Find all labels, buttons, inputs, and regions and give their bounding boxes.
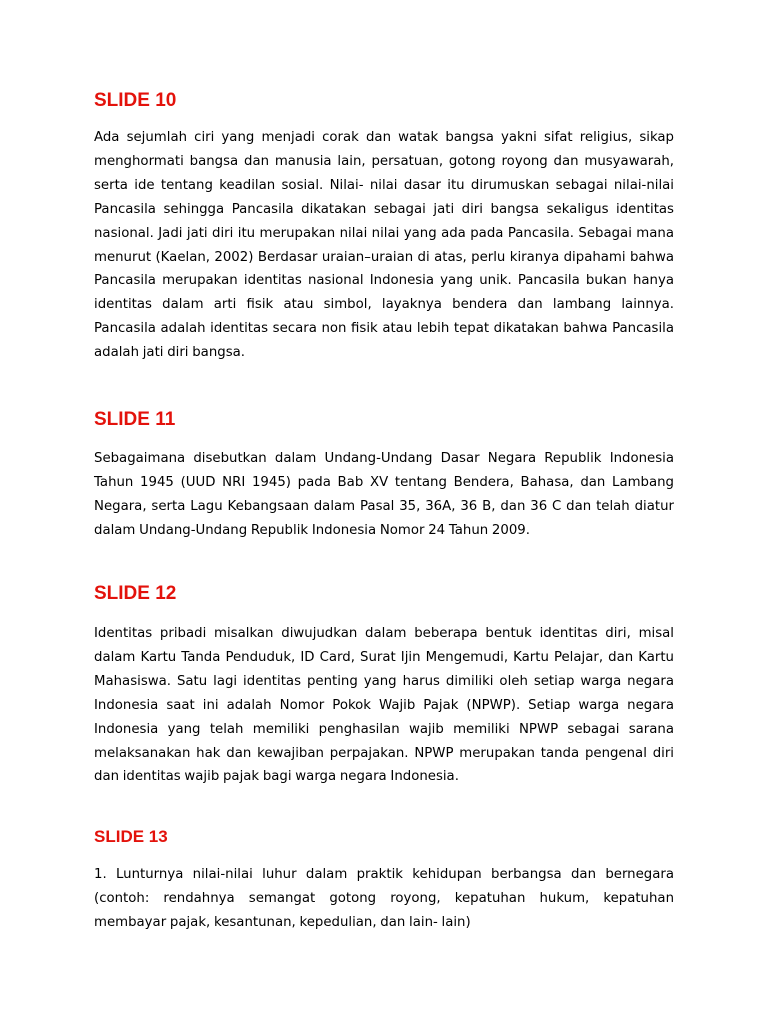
slide-10-paragraph: Ada sejumlah ciri yang menjadi corak dan watak bangsa yakni sifat religius, sikap menghormati bangsa dan manusia lain, persatuan, gotong royong dan musyawarah, serta ide tentang keadilan sosial. Nilai- nilai dasar itu dirumuskan sebagai nilai-nilai Pancasila sehingga Pancasila dikatakan sebagai jati diri bangsa sekaligus identitas nasional. Jadi jati diri itu merupakan nilai nilai yang ada pada Pancasila. Sebagai mana menurut (Kaelan, 2002) Berdasar uraian–uraian di atas, perlu kiranya dipahami bahwa Pancasila merupakan identitas nasional Indonesia yang unik. Pancasila bukan hanya identitas dalam arti fisik atau simbol, layaknya bendera dan lambang lainnya. Pancasila adalah identitas secara non fisik atau lebih tepat dikatakan bahwa Pancasila adalah jati diri bangsa.	[94, 130, 674, 361]
slide-13-heading: SLIDE 13	[94, 827, 168, 846]
slide-13-paragraph: 1. Lunturnya nilai-nilai luhur dalam praktik kehidupan berbangsa dan bernegara (contoh: rendahnya semangat gotong royong, kepatuhan hukum, kepatuhan membayar pajak, kesantunan, kepedulian, dan lain- lain)	[94, 867, 674, 930]
slide-11-heading: SLIDE 11	[94, 409, 176, 430]
slide-12-paragraph: Identitas pribadi misalkan diwujudkan dalam beberapa bentuk identitas diri, misal dalam Kartu Tanda Penduduk, ID Card, Surat Ijin Mengemudi, Kartu Pelajar, dan Kartu Mahasiswa. Satu lagi identitas penting yang harus dimiliki oleh setiap warga negara Indonesia saat ini adalah Nomor Pokok Wajib Pajak (NPWP). Setiap warga negara Indonesia yang telah memiliki penghasilan wajib memiliki NPWP sebagai sarana melaksanakan hak dan kewajiban perpajakan. NPWP merupakan tanda pengenal diri dan identitas wajib pajak bagi warga negara Indonesia.	[94, 626, 674, 785]
slide-12-heading: SLIDE 12	[94, 583, 177, 604]
slide-11-paragraph: Sebagaimana disebutkan dalam Undang-Undang Dasar Negara Republik Indonesia Tahun 1945 (UUD NRI 1945) pada Bab XV tentang Bendera, Bahasa, dan Lambang Negara, serta Lagu Kebangsaan dalam Pasal 35, 36A, 36 B, dan 36 C dan telah diatur dalam Undang-Undang Republik Indonesia Nomor 24 Tahun 2009.	[94, 451, 674, 538]
slide-10-heading: SLIDE 10	[94, 90, 177, 111]
